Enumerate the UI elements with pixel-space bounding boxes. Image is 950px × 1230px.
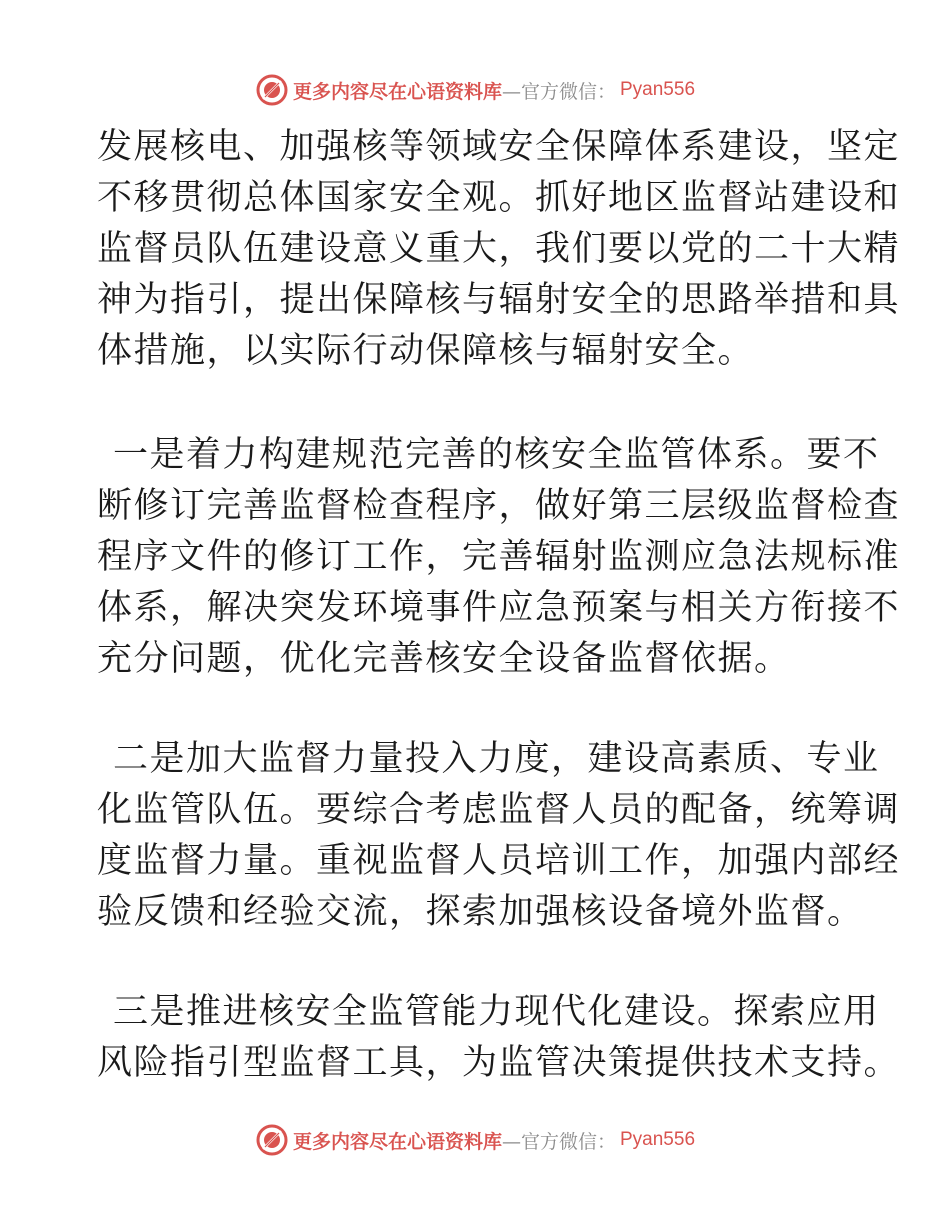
seal-logo-icon	[255, 73, 289, 107]
header-banner	[0, 70, 950, 110]
banner-text: 更多内容尽在心语资料库	[292, 80, 502, 103]
text-line: 验反馈和经验交流，探索加强核设备境外监督。	[97, 892, 864, 932]
banner-wechat-id: Pyan556	[620, 1129, 696, 1150]
text-line: 断修订完善监督检查程序，做好第三层级监督检查	[97, 486, 901, 526]
text-line: 神为指引，提出保障核与辐射安全的思路举措和具	[97, 280, 901, 320]
paragraph-second-point	[97, 734, 901, 938]
paragraph-intro	[97, 122, 901, 377]
text-line: 充分问题，优化完善核安全设备监督依据。	[97, 639, 791, 679]
banner-official-label: —官方微信：	[501, 80, 616, 103]
footer-banner	[0, 1120, 950, 1160]
text-line: 度监督力量。重视监督人员培训工作，加强内部经	[97, 841, 901, 881]
banner-wechat-id: Pyan556	[620, 79, 696, 100]
text-line: 发展核电、加强核等领域安全保障体系建设，坚定	[97, 127, 901, 167]
seal-logo-icon	[255, 1123, 289, 1157]
text-line: 体系，解决突发环境事件应急预案与相关方衔接不	[97, 588, 901, 628]
text-line: 监督员队伍建设意义重大，我们要以党的二十大精	[97, 229, 901, 269]
paragraph-third-point	[97, 987, 901, 1089]
text-line: 一是着力构建规范完善的核安全监管体系。要不	[113, 435, 880, 475]
banner-official-label: —官方微信：	[501, 1130, 616, 1153]
text-line: 程序文件的修订工作，完善辐射监测应急法规标准	[97, 537, 901, 577]
paragraph-first-point	[97, 430, 901, 685]
text-line: 风险指引型监督工具，为监管决策提供技术支持。	[97, 1043, 901, 1083]
text-line: 二是加大监督力量投入力度，建设高素质、专业	[113, 739, 880, 779]
text-line: 体措施，以实际行动保障核与辐射安全。	[97, 331, 755, 371]
text-line: 化监管队伍。要综合考虑监督人员的配备，统筹调	[97, 790, 901, 830]
text-line: 不移贯彻总体国家安全观。抓好地区监督站建设和	[97, 178, 901, 218]
text-line: 三是推进核安全监管能力现代化建设。探索应用	[113, 992, 880, 1032]
banner-text: 更多内容尽在心语资料库	[292, 1130, 502, 1153]
document-body	[97, 122, 901, 1089]
